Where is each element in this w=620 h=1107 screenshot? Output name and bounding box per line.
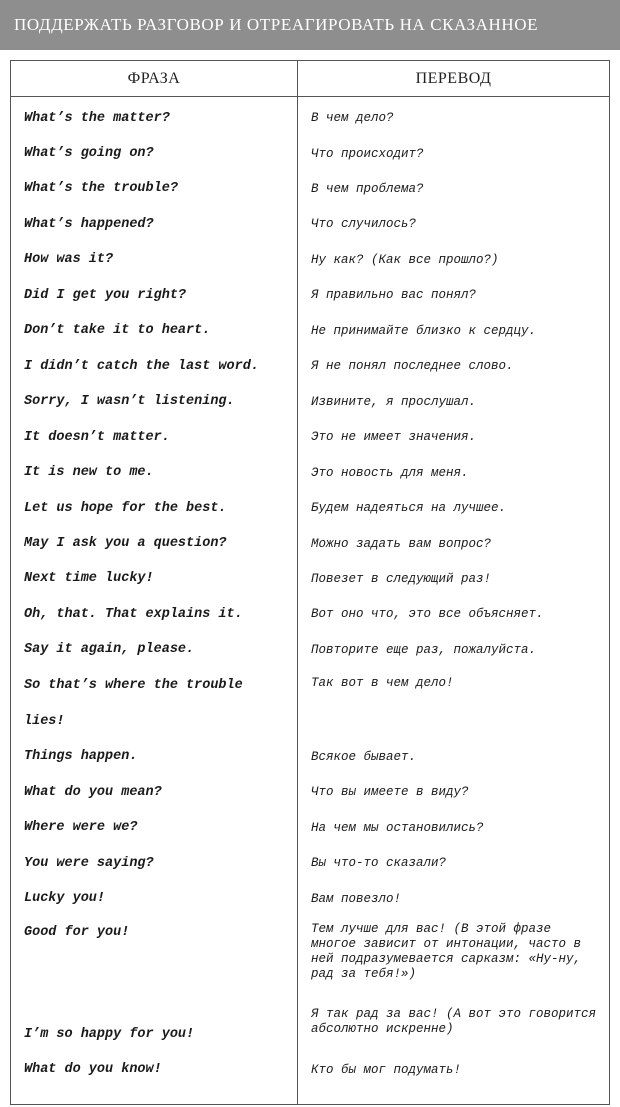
phrase-cell: Lucky you!	[24, 891, 106, 906]
translation-cell: Что происходит?	[311, 146, 424, 161]
translation-cell: Это новость для меня.	[311, 465, 469, 480]
phrase-cell: What’s going on?	[24, 146, 154, 161]
phrase-cell: What do you mean?	[24, 784, 162, 800]
phrase-table	[10, 60, 610, 1105]
table-row	[11, 97, 609, 136]
phrase-line: So that’s where the trouble	[24, 677, 243, 693]
table-row	[11, 810, 609, 845]
translation-cell: Вам повезло!	[311, 891, 402, 906]
translation-cell: Можно задать вам вопрос?	[311, 536, 492, 551]
phrase-cell: You were saying?	[24, 855, 154, 871]
phrase-cell: Next time lucky!	[24, 571, 154, 586]
translation-cell: Тем лучше для вас! (В этой фразе многое зависит от интонации, часто в ней подразумевается сарказм: «Ну-ну, рад за тебя!»)	[311, 922, 582, 981]
phrase-cell: Sorry, I wasn’t listening.	[24, 394, 235, 409]
table-row	[11, 1051, 609, 1088]
phrase-cell: What’s the trouble?	[24, 181, 178, 196]
translation-cell: Что вы имеете в виду?	[311, 785, 469, 799]
translation-cell: Я так рад за вас! (А вот это говорится абсолютно искренне)	[311, 1007, 597, 1036]
phrase-cell: Let us hope for the best.	[24, 500, 227, 516]
table-row	[11, 242, 609, 277]
translation-cell: В чем дело?	[311, 111, 394, 125]
page-banner	[0, 0, 620, 50]
translation-cell: Будем надеяться на лучшее.	[311, 501, 507, 515]
phrase-cell: How was it?	[24, 252, 114, 267]
translation-cell: Вот оно что, это все объясняет.	[311, 607, 544, 621]
table-row	[11, 667, 609, 739]
translation-cell: Повторите еще раз, пожалуйста.	[311, 642, 537, 657]
translation-cell: Не принимайте близко к сердцу.	[311, 323, 537, 338]
translation-cell: Извините, я прослушал.	[311, 394, 477, 409]
phrase-cell: May I ask you a question?	[24, 536, 227, 551]
table-row	[11, 916, 609, 1001]
table-header	[11, 61, 609, 97]
page-title: ПОДДЕРЖАТЬ РАЗГОВОР И ОТРЕАГИРОВАТЬ НА СКАЗАННОЕ	[14, 15, 539, 34]
header-translation: ПЕРЕВОД	[415, 69, 492, 87]
phrase-cell: What’s happened?	[24, 216, 154, 232]
translation-cell: Я не понял последнее слово.	[311, 359, 514, 373]
table-row	[11, 561, 609, 596]
table-row	[11, 526, 609, 561]
translation-cell: Ну как? (Как все прошло?)	[311, 252, 499, 267]
table-row	[11, 1001, 609, 1051]
header-phrase: ФРАЗА	[11, 61, 298, 96]
phrase-cell: Where were we?	[24, 820, 138, 835]
phrase-cell	[11, 667, 297, 739]
phrase-cell: Good for you!	[24, 925, 130, 940]
table-row	[11, 313, 609, 348]
table-row	[11, 419, 609, 455]
phrase-cell: Don’t take it to heart.	[24, 323, 211, 338]
table-row	[11, 881, 609, 916]
table-row	[11, 171, 609, 206]
phrase-cell: What do you know!	[24, 1062, 162, 1077]
table-row	[11, 136, 609, 171]
table-row	[11, 455, 609, 490]
phrase-cell: What’s the matter?	[24, 110, 170, 126]
table-row	[11, 348, 609, 384]
translation-cell: На чем мы остановились?	[311, 820, 484, 835]
translation-cell: В чем проблема?	[311, 181, 424, 196]
table-row	[11, 384, 609, 419]
table-row	[11, 845, 609, 881]
phrase-cell: It is new to me.	[24, 465, 154, 480]
translation-cell: Что случилось?	[311, 217, 417, 231]
translation-cell: Это не имеет значения.	[311, 430, 477, 444]
phrase-cell: Say it again, please.	[24, 642, 195, 657]
table-row	[11, 277, 609, 313]
table-row	[11, 206, 609, 242]
table-row	[11, 739, 609, 774]
translation-cell: Кто бы мог подумать!	[311, 1062, 462, 1077]
table-row	[11, 774, 609, 810]
phrase-cell: Oh, that. That explains it.	[24, 606, 243, 622]
translation-cell: Вы что-то сказали?	[311, 856, 447, 870]
table-row	[11, 490, 609, 526]
table-row	[11, 632, 609, 667]
phrase-line: lies!	[24, 713, 65, 729]
phrase-cell: Things happen.	[24, 749, 138, 764]
phrase-cell: I didn’t catch the last word.	[24, 358, 259, 374]
phrase-cell: It doesn’t matter.	[24, 429, 170, 445]
translation-cell: Повезет в следующий раз!	[311, 571, 492, 586]
phrase-cell: I’m so happy for you!	[24, 1027, 195, 1042]
translation-cell: Так вот в чем дело!	[311, 676, 454, 690]
translation-cell: Всякое бывает.	[311, 749, 417, 764]
table-row	[11, 596, 609, 632]
phrase-cell: Did I get you right?	[24, 287, 187, 303]
translation-cell: Я правильно вас понял?	[311, 288, 477, 302]
table-body	[11, 97, 609, 1088]
